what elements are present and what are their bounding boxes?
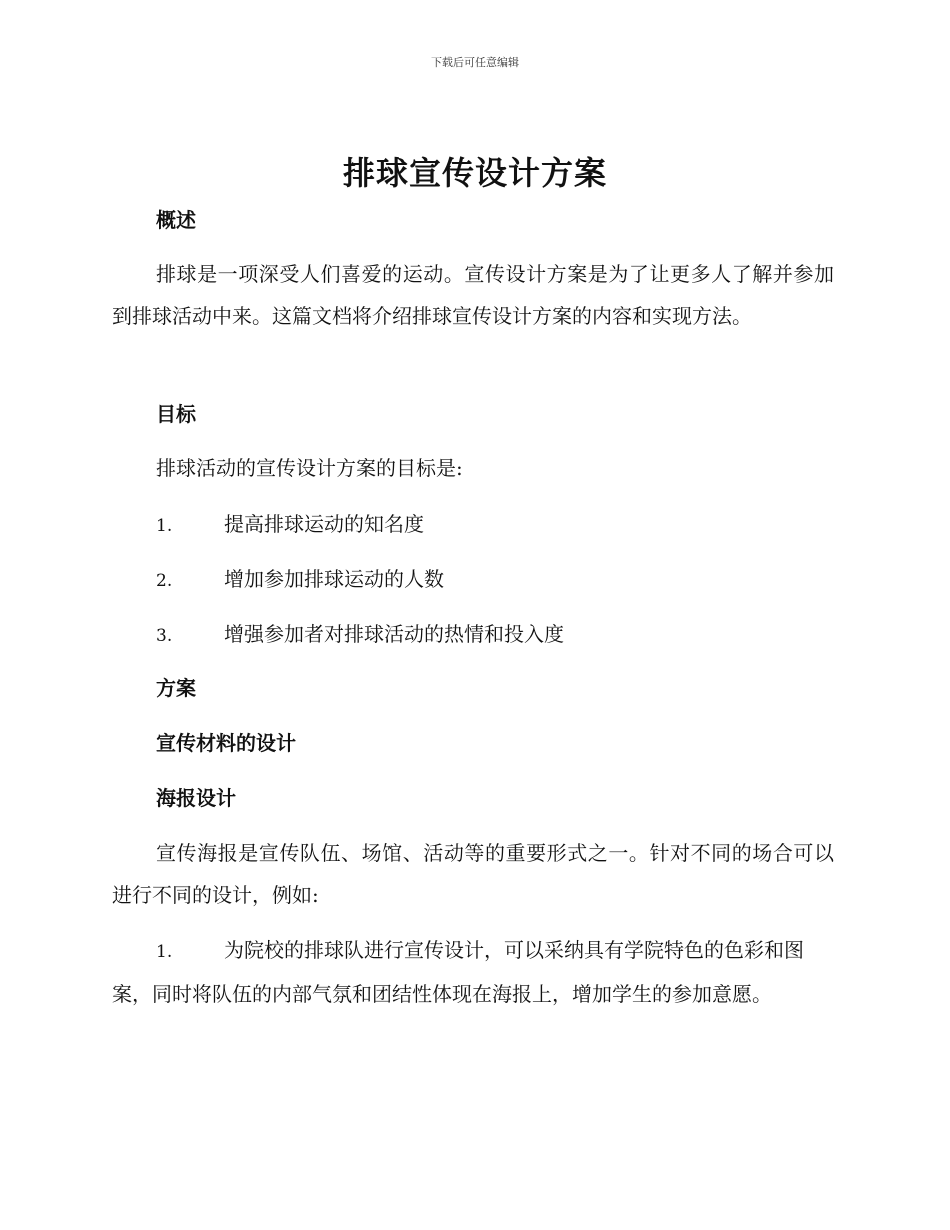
- list-number: 1.: [156, 942, 173, 962]
- goal-item-3: [156, 620, 834, 650]
- list-number: 3.: [156, 626, 173, 646]
- list-text: 增加参加排球运动的人数: [224, 567, 444, 591]
- list-number: 2.: [156, 571, 173, 591]
- goal-item-1: [156, 510, 834, 540]
- list-text: 为院校的排球队进行宣传设计，可以采纳具有学院特色的色彩和图案，同时将队伍的内部气氛和团结性体现在海报上，增加学生的参加意愿。: [112, 938, 804, 1006]
- goal-intro: 排球活动的宣传设计方案的目标是:: [156, 456, 463, 480]
- document-title: 排球宣传设计方案: [342, 154, 607, 192]
- list-text: 提高排球运动的知名度: [224, 512, 424, 536]
- goal-item-2: [156, 565, 834, 595]
- poster-heading: 海报设计: [156, 786, 236, 810]
- overview-heading: 概述: [156, 208, 196, 232]
- list-number: 1.: [156, 516, 173, 536]
- overview-paragraph: 排球是一项深受人们喜爱的运动。宣传设计方案是为了让更多人了解并参加到排球活动中来。这篇文档将介绍排球宣传设计方案的内容和实现方法。: [112, 262, 834, 328]
- materials-heading: 宣传材料的设计: [156, 731, 296, 755]
- poster-item-1: [112, 929, 834, 1015]
- list-text: 增强参加者对排球活动的热情和投入度: [224, 622, 564, 646]
- poster-paragraph: 宣传海报是宣传队伍、场馆、活动等的重要形式之一。针对不同的场合可以进行不同的设计，例如:: [112, 841, 834, 907]
- plan-heading: 方案: [156, 676, 196, 700]
- goal-heading: 目标: [156, 402, 196, 426]
- header-note: 下载后可任意编辑: [431, 56, 519, 69]
